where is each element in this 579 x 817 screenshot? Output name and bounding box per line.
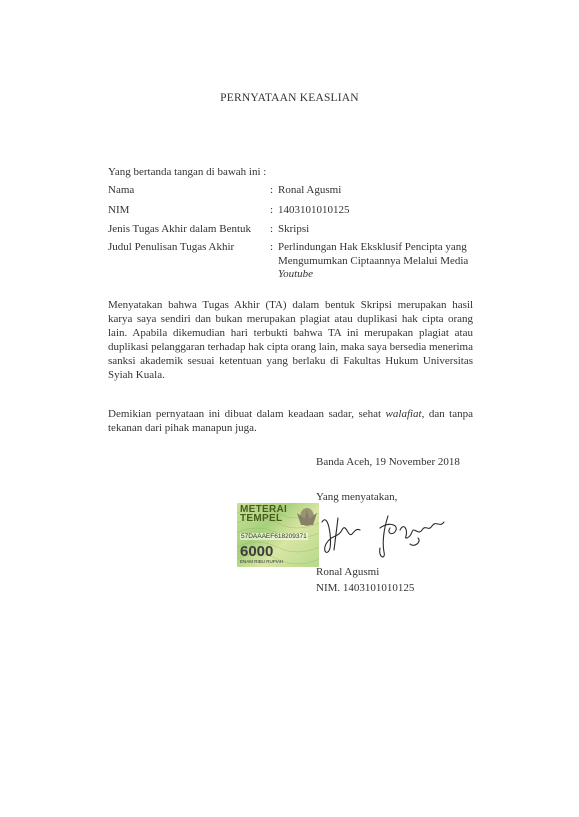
title-line: Mengumumkan Ciptaannya Melalui Media xyxy=(278,254,469,267)
statement-paragraph: Menyatakan bahwa Tugas Akhir (TA) dalam bentuk Skripsi merupakan hasil karya saya sendiri dan bukan merupakan plagiat atau duplikasi hak cipta orang lain. Apabila dikemudian hari terbukti bahwa TA ini merupakan plagiat atau duplikasi pelanggaran terhadap hak cipta orang lain, maka saya bersedia menerima sanksi akademik sesuai ketentuan yang berlaku di Fakultas Hukum Universitas Syiah Kuala. xyxy=(108,299,473,381)
closing-italic: walafiat xyxy=(385,408,422,420)
title-line: Youtube xyxy=(278,268,314,280)
meterai-stamp xyxy=(237,503,319,567)
intro-text: Yang bertanda tangan di bawah ini : xyxy=(108,166,267,178)
stamp-title xyxy=(240,505,287,523)
field-label: Jenis Tugas Akhir dalam Bentuk xyxy=(108,223,252,235)
stamp-title-line: METERAI xyxy=(240,504,288,515)
field-value xyxy=(278,241,518,282)
field-label: Judul Penulisan Tugas Akhir xyxy=(108,241,235,253)
stamp-code: 57DAAAEF618209371 xyxy=(241,533,307,540)
field-label: NIM xyxy=(108,204,130,216)
field-colon: : xyxy=(270,241,274,253)
field-colon: : xyxy=(270,204,274,216)
field-value: Skripsi xyxy=(278,223,310,235)
closing-label: Yang menyatakan, xyxy=(316,491,398,503)
field-value: Ronal Agusmi xyxy=(278,184,342,196)
field-colon: : xyxy=(270,223,274,235)
closing-text: , dan tanpa tekanan dari pihak manapun juga. xyxy=(108,408,474,434)
signer-nim: NIM. 1403101010125 xyxy=(316,582,415,594)
closing-text: Demikian pernyataan ini dibuat dalam keadaan sadar, sehat xyxy=(108,408,386,420)
signer-name: Ronal Agusmi xyxy=(316,566,380,578)
stamp-subtext: ENAM RIBU RUPIAH xyxy=(240,559,284,564)
field-colon: : xyxy=(270,184,274,196)
closing-paragraph xyxy=(108,407,473,435)
handwritten-signature xyxy=(318,508,448,568)
place-date: Banda Aceh, 19 November 2018 xyxy=(316,456,460,468)
garuda-emblem xyxy=(297,508,317,526)
stamp-value: 6000 xyxy=(240,543,274,560)
stamp-title-line: TEMPEL xyxy=(240,513,283,524)
field-label: Nama xyxy=(108,184,135,196)
field-value: 1403101010125 xyxy=(278,204,350,216)
document-title: PERNYATAAN KEASLIAN xyxy=(220,92,359,104)
title-line: Perlindungan Hak Eksklusif Pencipta yang xyxy=(278,241,467,253)
